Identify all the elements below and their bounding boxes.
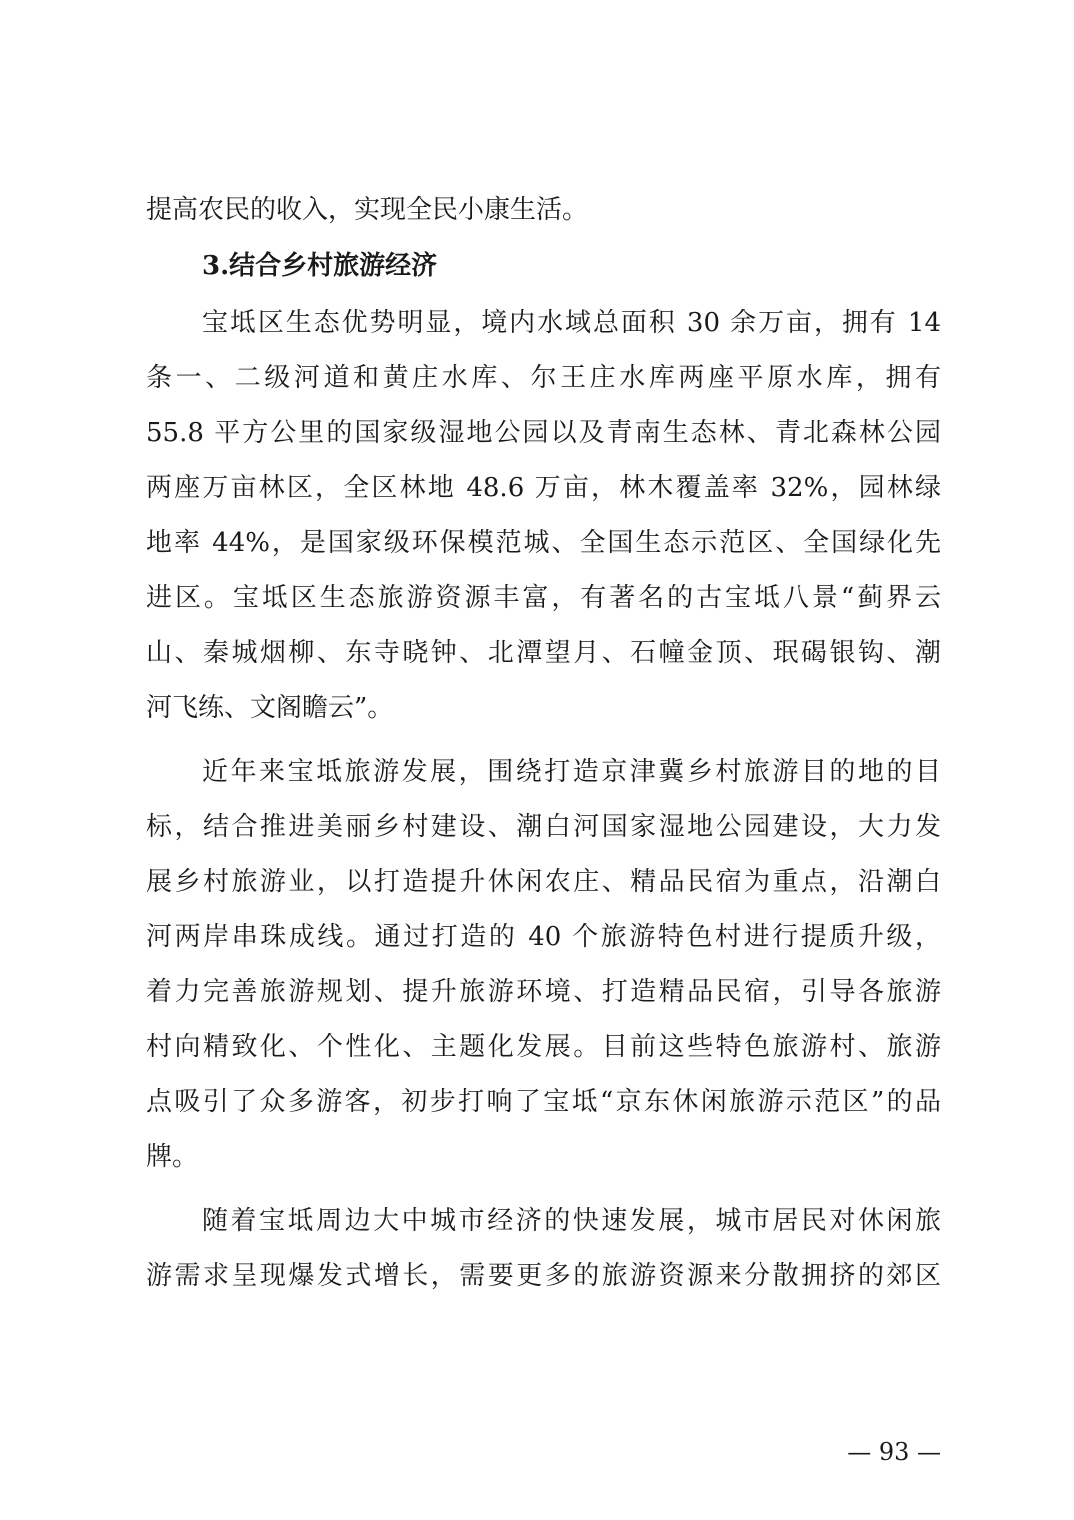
text-line-19: 随着宝坻周边大中城市经济的快速发展，城市居民对休闲旅 — [202, 1206, 941, 1236]
text-line-17: 点吸引了众多游客，初步打响了宝坻“京东休闲旅游示范区”的品 — [146, 1087, 941, 1117]
section-heading: 3.结合乡村旅游经济 — [202, 251, 438, 281]
text-line-16: 村向精致化、个性化、主题化发展。目前这些特色旅游村、旅游 — [146, 1032, 941, 1062]
text-line-14: 河两岸串珠成线。通过打造的 40 个旅游特色村进行提质升级， — [146, 922, 941, 952]
text-line-4: 条一、二级河道和黄庄水库、尔王庄水库两座平原水库，拥有 — [146, 363, 941, 393]
text-line-12: 标，结合推进美丽乡村建设、潮白河国家湿地公园建设，大力发 — [146, 812, 941, 842]
text-line-1: 提高农民的收入，实现全民小康生活。 — [146, 195, 589, 225]
text-line-20: 游需求呈现爆发式增长，需要更多的旅游资源来分散拥挤的郊区 — [146, 1261, 941, 1291]
text-line-8: 进区。宝坻区生态旅游资源丰富，有著名的古宝坻八景“蓟界云 — [146, 583, 941, 613]
text-line-3: 宝坻区生态优势明显，境内水域总面积 30 余万亩，拥有 14 — [202, 308, 941, 338]
text-line-5: 55.8 平方公里的国家级湿地公园以及青南生态林、青北森林公园 — [146, 418, 941, 448]
text-line-7: 地率 44%，是国家级环保模范城、全国生态示范区、全国绿化先 — [146, 528, 941, 558]
page-number: — 93 — — [847, 1438, 941, 1466]
text-line-15: 着力完善旅游规划、提升旅游环境、打造精品民宿，引导各旅游 — [146, 977, 941, 1007]
text-line-6: 两座万亩林区，全区林地 48.6 万亩，林木覆盖率 32%，园林绿 — [146, 473, 941, 503]
text-line-11: 近年来宝坻旅游发展，围绕打造京津冀乡村旅游目的地的目 — [202, 757, 941, 787]
text-line-13: 展乡村旅游业，以打造提升休闲农庄、精品民宿为重点，沿潮白 — [146, 867, 941, 897]
text-line-10: 河飞练、文阁瞻云”。 — [146, 693, 394, 723]
text-line-18: 牌。 — [146, 1142, 199, 1172]
text-line-9: 山、秦城烟柳、东寺晓钟、北潭望月、石幢金顶、珉碣银钩、潮 — [146, 638, 941, 668]
